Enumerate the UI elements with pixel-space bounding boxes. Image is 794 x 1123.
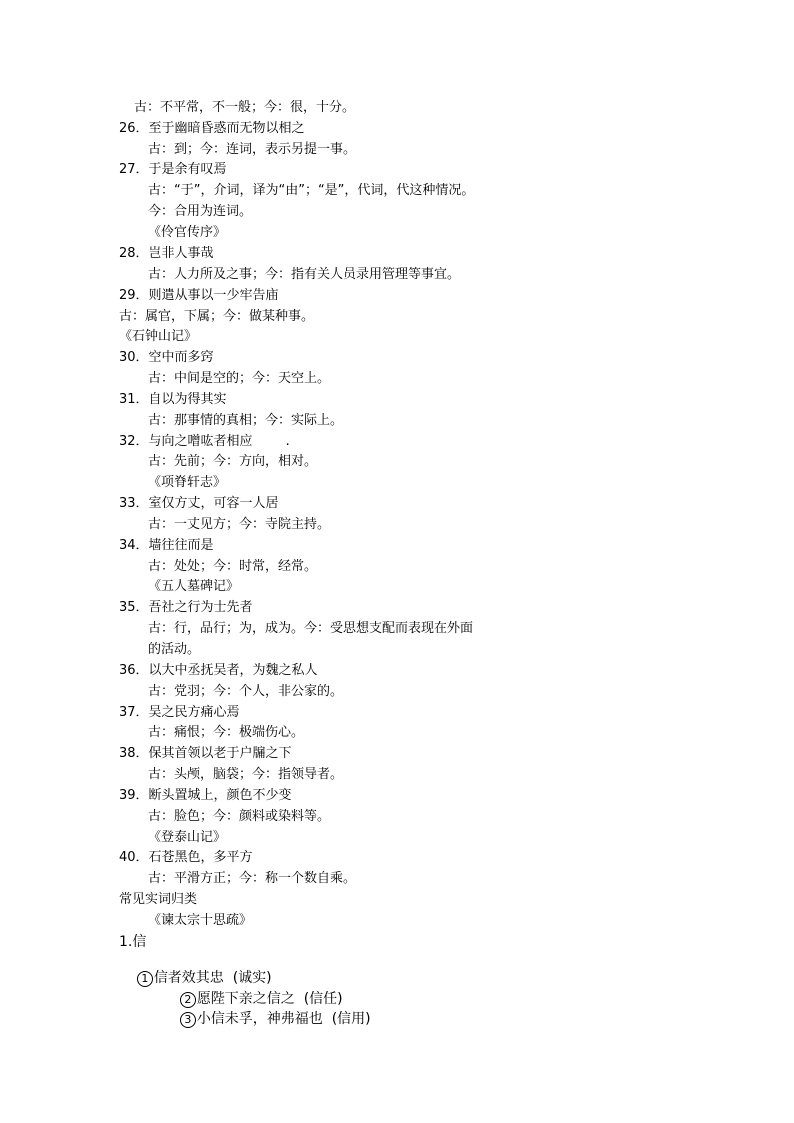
text-line: 《五人墓碑记》 <box>148 579 240 594</box>
text-line: 古：脸色；今：颜料或染料等。 <box>148 809 331 824</box>
text-line: 28．岂非人事哉 <box>119 246 214 261</box>
text-line: 常见实词归类 <box>119 892 198 907</box>
text-line: 30．空中而多窍 <box>119 350 214 365</box>
list-item <box>162 992 371 1046</box>
text-line: 古：头颅，脑袋；今：指领导者。 <box>148 767 344 782</box>
list-item-text: 愿陛下亲之信之 (信任) <box>196 991 343 1007</box>
text-line: 32．与向之噌吰者相应 . <box>119 434 290 449</box>
text-line: 古：平滑方正；今：称一个数自乘。 <box>148 871 357 886</box>
text-line: 26．至于幽暗昏惑而无物以相之 <box>119 121 305 136</box>
text-line: 《谏太宗十思疏》 <box>148 913 253 928</box>
text-line: 《伶官传序》 <box>148 225 227 240</box>
text-line: 37．吴之民方痛心焉 <box>119 705 240 720</box>
text-line: 古：先前；今：方向，相对。 <box>148 454 318 469</box>
text-line: 34．墙往往而是 <box>119 538 214 553</box>
text-line: 27．于是余有叹焉 <box>119 162 227 177</box>
text-line: 古：“于”，介词，译为“由”；“是”，代词，代这种情况。 <box>148 183 475 198</box>
text-line: 古：到；今：连词，表示另提一事。 <box>148 142 357 157</box>
text-line: 《石钟山记》 <box>119 329 198 344</box>
circled-number: 3 <box>180 1012 196 1028</box>
text-line: 古：不平常，不一般；今：很，十分。 <box>134 100 356 115</box>
text-line: 《登泰山记》 <box>148 830 227 845</box>
text-line: 古：党羽；今：个人，非公家的。 <box>148 684 344 699</box>
text-line: 39．断头置城上，颜色不少变 <box>119 788 292 803</box>
text-line: 29．则遣从事以一少牢告庙 <box>119 288 279 303</box>
text-line: 40．石苍黑色，多平方 <box>119 850 253 865</box>
text-line: 的活动。 <box>148 642 201 657</box>
text-line: 古：痛恨；今：极端伤心。 <box>148 725 305 740</box>
text-line: 33．室仅方丈，可容一人居 <box>119 496 279 511</box>
text-line: 35．吾社之行为士先者 <box>119 600 253 615</box>
text-line: 古：一丈见方；今：寺院主持。 <box>148 517 331 532</box>
text-line: 古：属官，下属；今：做某种事。 <box>119 309 315 324</box>
text-line: 31．自以为得其实 <box>119 392 227 407</box>
text-line: 古：处处；今：时常，经常。 <box>148 559 318 574</box>
text-line: 古：人力所及之事；今：指有关人员录用管理等事宜。 <box>148 267 461 282</box>
list-item-text: 小信未孚，神弗福也 (信用) <box>196 1011 371 1027</box>
text-line: 36．以大中丞抚吴者，为魏之私人 <box>119 663 318 678</box>
text-line: 今：合用为连词。 <box>148 204 253 219</box>
text-line: 古：行，品行；为，成为。今：受思想支配而表现在外面 <box>148 621 474 636</box>
text-line: 38．保其首领以老于户牖之下 <box>119 746 292 761</box>
circled-number: 1 <box>137 971 153 987</box>
circled-number: 2 <box>180 992 196 1008</box>
text-line: 古：那事情的真相；今：实际上。 <box>148 413 344 428</box>
text-line: 《项脊轩志》 <box>148 475 227 490</box>
section-heading: 1.信 <box>119 934 147 950</box>
list-item-text: 信者效其忠 (诚实) <box>153 970 272 986</box>
text-line: 古：中间是空的；今：天空上。 <box>148 371 331 386</box>
